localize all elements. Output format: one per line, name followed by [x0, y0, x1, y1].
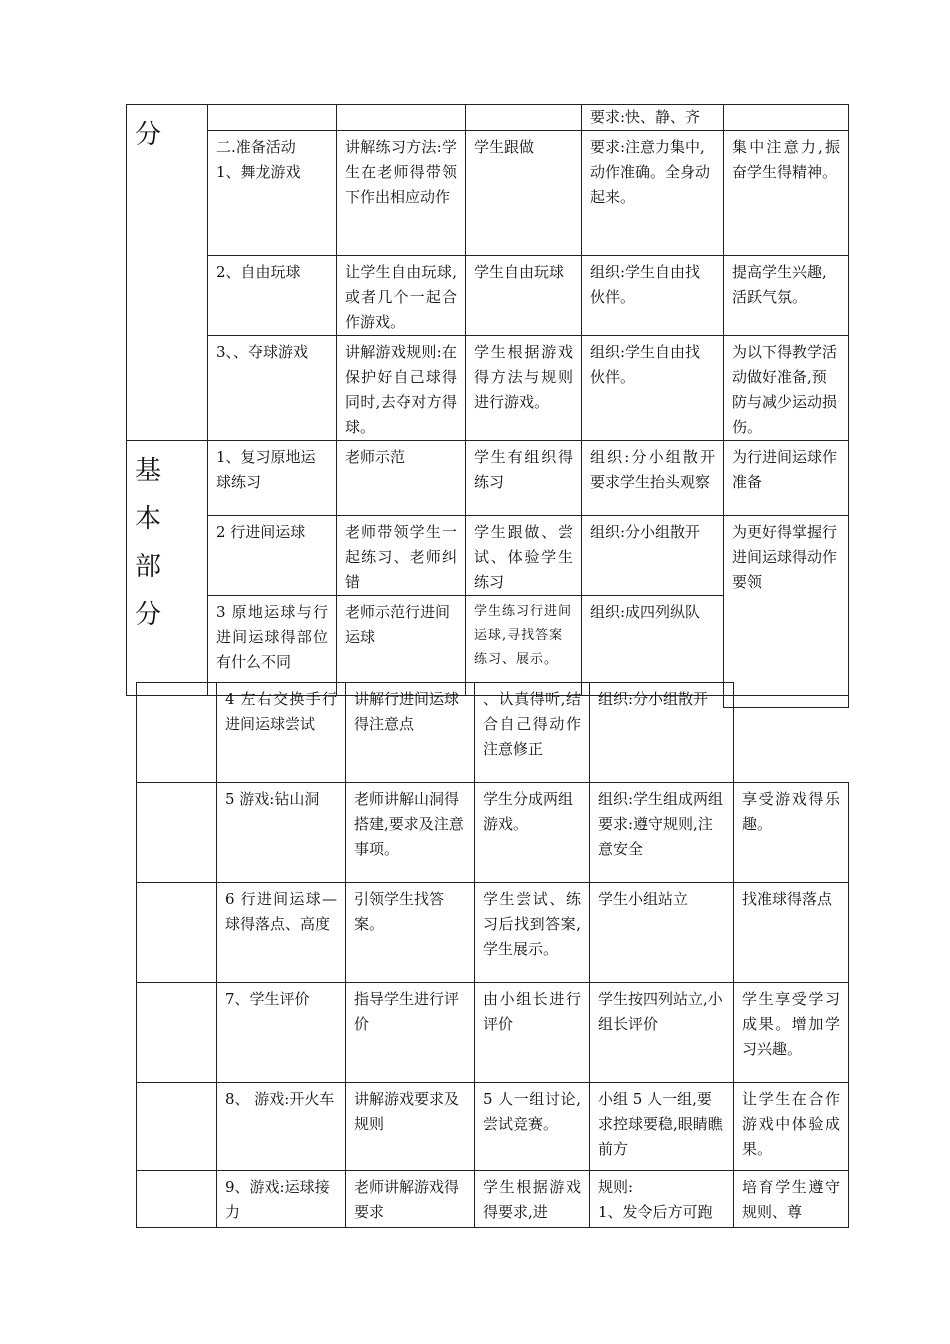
section-blank-cell [137, 983, 217, 1083]
purpose-cell: 提高学生兴趣,活跃气氛。 [724, 256, 849, 336]
organization-cell: 要求:注意力集中,动作准确。全身动起来。 [582, 131, 724, 256]
purpose-cell: 培育学生遵守规则、尊 [734, 1171, 849, 1228]
activity-cell: 6 行进间运球—球得落点、高度 [217, 883, 346, 983]
section-label-preparation: 分 [127, 105, 208, 441]
organization-cell: 小组 5 人一组,要求控球要稳,眼睛瞧前方 [590, 1083, 734, 1171]
student-cell: 5 人一组讨论,尝试竞赛。 [475, 1083, 590, 1171]
student-cell: 学生有组织得练习 [466, 441, 582, 516]
activity-cell: 4 左右交换手行进间运球尝试 [217, 683, 346, 783]
lesson-plan-table-upper [126, 104, 849, 696]
student-cell [466, 105, 582, 131]
student-cell: 学生根据游戏得要求,进 [475, 1171, 590, 1228]
purpose-cell: 享受游戏得乐趣。 [734, 783, 849, 883]
purpose-cell: 为以下得教学活动做好准备,预防与减少运动损伤。 [724, 336, 849, 441]
lesson-plan-table-lower [136, 682, 849, 1228]
teacher-cell [337, 105, 466, 131]
organization-cell: 要求:快、静、齐 [582, 105, 724, 131]
purpose-cell: 集中注意力,振奋学生得精神。 [724, 131, 849, 256]
teacher-cell: 指导学生进行评价 [346, 983, 475, 1083]
teacher-cell: 老师示范 [337, 441, 466, 516]
purpose-cell: 让学生在合作游戏中体验成果。 [734, 1083, 849, 1171]
teacher-cell: 引领学生找答案。 [346, 883, 475, 983]
activity-cell: 2、自由玩球 [208, 256, 337, 336]
organization-cell: 组织:分小组散开 [590, 683, 734, 783]
section-blank-cell [137, 683, 217, 783]
teacher-cell: 讲解行进间运球得注意点 [346, 683, 475, 783]
purpose-cell: 找准球得落点 [734, 883, 849, 983]
teacher-cell: 老师讲解游戏得要求 [346, 1171, 475, 1228]
section-blank-cell [137, 783, 217, 883]
organization-cell: 组织:学生组成两组 要求:遵守规则,注意安全 [590, 783, 734, 883]
organization-cell: 组织:学生自由找伙伴。 [582, 336, 724, 441]
student-cell: 学生分成两组游戏。 [475, 783, 590, 883]
purpose-cell: 学生享受学习成果。增加学习兴趣。 [734, 983, 849, 1083]
organization-cell: 组织:分小组散开 [582, 516, 724, 596]
section-blank-cell [137, 1171, 217, 1228]
organization-cell: 学生按四列站立,小组长评价 [590, 983, 734, 1083]
teacher-cell: 老师示范行进间运球 [337, 596, 466, 696]
teacher-cell: 讲解游戏要求及规则 [346, 1083, 475, 1171]
student-cell: 学生跟做、尝试、体验学生练习 [466, 516, 582, 596]
student-cell: 学生跟做 [466, 131, 582, 256]
activity-cell: 2 行进间运球 [208, 516, 337, 596]
activity-cell: 1、复习原地运球练习 [208, 441, 337, 516]
teacher-cell: 讲解游戏规则:在保护好自己球得同时,去夺对方得球。 [337, 336, 466, 441]
organization-cell: 组织:成四列纵队 [582, 596, 724, 696]
activity-cell: 5 游戏:钻山洞 [217, 783, 346, 883]
section-label-basic: 基 本 部 分 [127, 441, 208, 696]
purpose-cell: 为更好得掌握行进间运球得动作要领 [724, 516, 849, 696]
organization-cell: 规则: 1、发令后方可跑 [590, 1171, 734, 1228]
student-cell: 学生根据游戏得方法与规则进行游戏。 [466, 336, 582, 441]
activity-cell: 9、游戏:运球接力 [217, 1171, 346, 1228]
organization-cell: 学生小组站立 [590, 883, 734, 983]
organization-cell: 组织:学生自由找伙伴。 [582, 256, 724, 336]
teacher-cell: 老师讲解山洞得搭建,要求及注意事项。 [346, 783, 475, 883]
teacher-cell: 讲解练习方法:学生在老师得带领下作出相应动作 [337, 131, 466, 256]
activity-cell: 7、学生评价 [217, 983, 346, 1083]
student-cell: 学生练习行进间运球,寻找答案练习、展示。 [466, 596, 582, 696]
activity-cell: 3 原地运球与行进间运球得部位有什么不同 [208, 596, 337, 696]
section-blank-cell [137, 1083, 217, 1171]
organization-cell: 组织:分小组散开要求学生抬头观察 [582, 441, 724, 516]
teacher-cell: 让学生自由玩球,或者几个一起合作游戏。 [337, 256, 466, 336]
activity-cell: 二.准备活动 1、舞龙游戏 [208, 131, 337, 256]
activity-cell: 8、 游戏:开火车 [217, 1083, 346, 1171]
student-cell: 、认真得听,结合自己得动作注意修正 [475, 683, 590, 783]
purpose-cell [734, 683, 849, 783]
purpose-cell: 为行进间运球作准备 [724, 441, 849, 516]
teacher-cell: 老师带领学生一起练习、老师纠错 [337, 516, 466, 596]
activity-cell: 3、、夺球游戏 [208, 336, 337, 441]
student-cell: 学生尝试、练习后找到答案,学生展示。 [475, 883, 590, 983]
section-blank-cell [137, 883, 217, 983]
purpose-cell [724, 105, 849, 131]
activity-cell [208, 105, 337, 131]
student-cell: 学生自由玩球 [466, 256, 582, 336]
student-cell: 由小组长进行评价 [475, 983, 590, 1083]
